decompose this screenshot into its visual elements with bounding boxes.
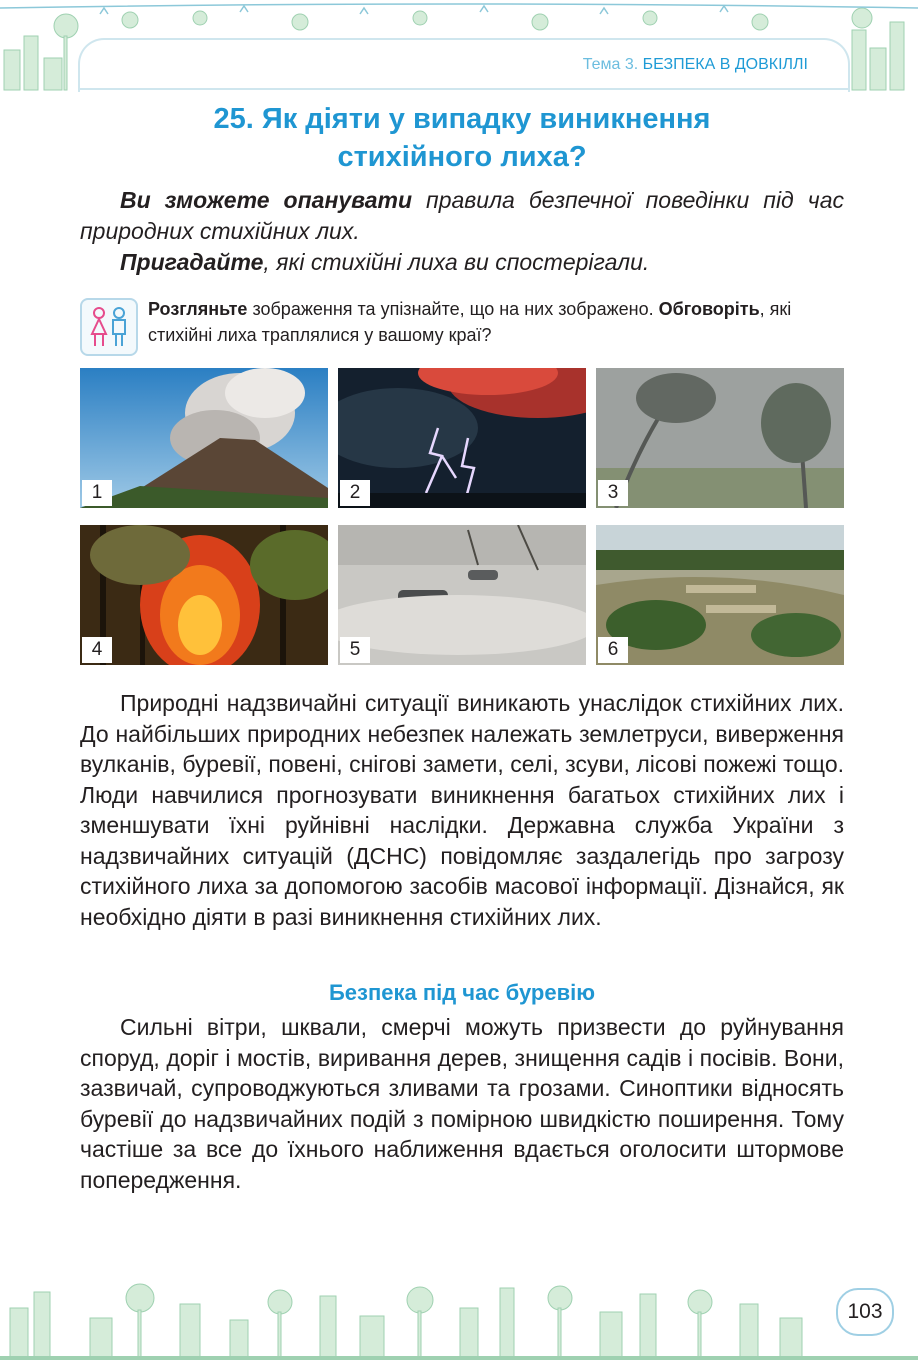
task-text-examine: зображення та упізнайте, що на них зображено. <box>247 299 659 319</box>
lesson-title-line2: стихійного лиха? <box>337 141 587 173</box>
footer-decoration <box>0 1268 918 1360</box>
main-paragraph <box>80 688 844 932</box>
paragraph-hurricane: Сильні вітри, шквали, смерчі можуть призвести до руйнування споруд, доріг і мостів, виривання дерев, знищення садів і посівів. Вони, зазвичай, супроводжуються зливами та грозами. Синоптики відносять буревії до надзвичайних подій з помірною швидкістю поширення. Тому частіше за все до їхнього наближення вдається оголосити штормове попередження. <box>80 1014 844 1193</box>
section-title: Безпека під час буревію <box>328 980 596 1005</box>
photo-lightning <box>338 368 586 508</box>
intro-goal-bold: Ви зможете опанувати <box>120 187 413 213</box>
task-bold-discuss: Обговоріть <box>658 299 760 319</box>
photo-flood <box>596 525 844 665</box>
lesson-title <box>80 100 844 176</box>
section-paragraph <box>80 1012 844 1195</box>
lesson-intro <box>80 185 844 278</box>
photo-snowdrift <box>338 525 586 665</box>
photo-forest-fire <box>80 525 328 665</box>
theme-name: БЕЗПЕКА В ДОВКІЛЛІ <box>642 56 808 73</box>
photo-number: 6 <box>598 637 628 663</box>
intro-goal <box>80 185 844 247</box>
photo-number: 4 <box>82 637 112 663</box>
task-text <box>148 296 846 348</box>
paragraph-natural-disasters: Природні надзвичайні ситуації виникають унаслідок стихійних лих. До найбільших природних небезпек належать землетруси, виверження вулканів, буревії, повені, снігові замети, селі, зсуви, лісові пожежі тощо. Люди навчилися прогнозувати виникнення багатьох стихійних лих і зменшувати їхні руйнівні наслідки. Державна служба України з надзвичайних ситуацій (ДСНС) повідомляє заздалегідь про загрозу стихійного лиха за допомогою засобів масової інформації. Дізнайся, як необхідно діяти в разі виникнення стихійних лих. <box>80 690 844 930</box>
photo-number: 5 <box>340 637 370 663</box>
page-number: 103 <box>836 1288 894 1336</box>
lesson-title-line1: 25. Як діяти у випадку виникнення <box>213 103 711 135</box>
photo-number: 1 <box>82 480 112 506</box>
header-rule <box>78 88 848 90</box>
running-header <box>583 56 808 74</box>
photo-volcano <box>80 368 328 508</box>
photo-number: 2 <box>340 480 370 506</box>
intro-goal-text: правила безпечної поведінки під час природних стихійних лих. <box>80 187 844 244</box>
photo-number: 3 <box>598 480 628 506</box>
intro-recall-bold: Пригадайте <box>120 249 264 275</box>
task-bold-examine: Розгляньте <box>148 299 248 319</box>
photo-storm <box>596 368 844 508</box>
theme-number: Тема 3. <box>582 56 639 73</box>
pair-work-icon <box>80 298 138 356</box>
intro-recall <box>80 247 844 278</box>
task-text-discuss: , які стихійні лиха траплялися у вашому краї? <box>148 299 792 345</box>
intro-recall-text: , які стихійні лиха ви спостерігали. <box>263 249 650 275</box>
